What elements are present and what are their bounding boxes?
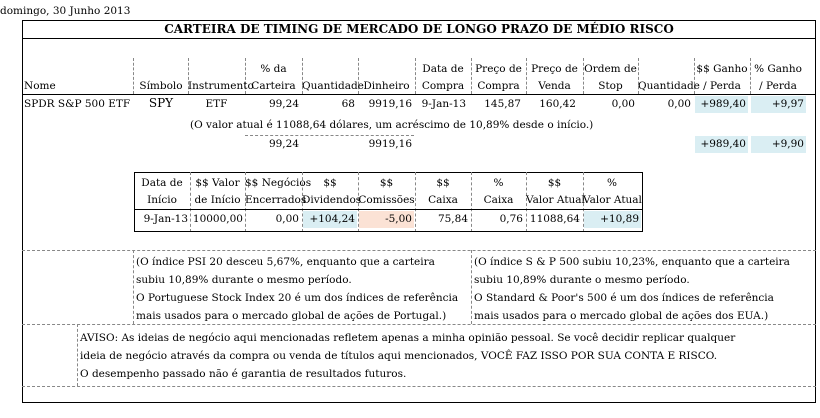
sp-note-line-3: O Standard & Poor's 500 é um dos índices de referência	[474, 292, 774, 304]
warning-line-1: AVISO: As ideias de negócio aqui mencionadas refletem apenas a minha opinião pessoal. Se você decidir replicar qualquer	[80, 332, 736, 344]
sum-data-inicio: 9-Jan-13	[143, 213, 188, 225]
sum-pct-valor-atual: +10,89	[584, 211, 641, 228]
row-simbolo: SPY	[148, 96, 174, 110]
sum-header-negocios-1: $$ Negócios	[245, 177, 312, 189]
header-preco-compra-1: Preço de	[475, 63, 522, 75]
row-ganho-perda: +989,40	[695, 96, 748, 113]
sum-caixa: 75,84	[437, 213, 468, 225]
header-ordem-stop-1: Ordem de	[584, 63, 637, 75]
sum-header-caixa-2: Caixa	[428, 194, 458, 206]
warning-line-2: ideia de negócio através da compra ou venda de títulos aqui mencionados, VOCÊ FAZ ISSO POR SUA CONTA E RISCO.	[80, 350, 718, 362]
sum-pct-caixa: 0,76	[499, 213, 523, 225]
portfolio-title: CARTEIRA DE TIMING DE MERCADO DE LONGO PRAZO DE MÉDIO RISCO	[164, 22, 674, 36]
sum-header-valor-inicio-1: $$ Valor	[195, 177, 240, 189]
sp-note-line-4: mais usados para o mercado global de ações dos EUA.)	[474, 310, 769, 322]
sum-header-dividendos-2: Dividendos	[302, 194, 362, 206]
psi-note-line-1: (O índice PSI 20 desceu 5,67%, enquanto que a carteira	[136, 256, 435, 268]
sum-header-negocios-2: Encerrados	[245, 194, 307, 206]
sum-header-data-inicio-1: Data de	[141, 177, 183, 189]
row-preco-venda: 160,42	[539, 98, 576, 110]
header-dinheiro: Dinheiro	[363, 80, 410, 92]
sp-note-line-1: (O índice S & P 500 subiu 10,23%, enquanto que a carteira	[474, 256, 790, 268]
psi-note-line-2: subiu 10,89% durante o mesmo período.	[136, 274, 352, 286]
sum-header-pct-caixa-2: Caixa	[483, 194, 514, 206]
sum-header-caixa-1: $$	[436, 177, 450, 189]
total-ganho-perda: +989,40	[695, 136, 748, 153]
sum-valor-inicio: 10000,00	[192, 213, 243, 225]
row-instrumento: ETF	[205, 98, 228, 110]
header-ganho-perda-1: $$ Ganho	[696, 63, 748, 75]
header-simbolo: Símbolo	[139, 80, 183, 92]
sum-comissoes: -5,00	[359, 211, 414, 228]
header-data-compra-2: Compra	[421, 80, 465, 92]
header-pct-ganho-2: / Perda	[759, 80, 797, 92]
total-dinheiro: 9919,16	[368, 138, 412, 150]
row-preco-compra: 145,87	[484, 98, 521, 110]
row-pct-ganho: +9,97	[751, 96, 806, 113]
total-pct-ganho: +9,90	[751, 136, 806, 153]
row-data-compra: 9-Jan-13	[421, 98, 466, 110]
row-pct-carteira: 99,24	[268, 98, 299, 110]
sum-header-pct-caixa-1: %	[493, 177, 504, 189]
header-preco-compra-2: Compra	[477, 80, 520, 92]
header-ganho-perda-2: / Perda	[703, 80, 741, 92]
header-preco-venda-2: Venda	[538, 80, 571, 92]
sum-negocios: 0,00	[275, 213, 299, 225]
sum-header-valor-atual-2: Valor Atual	[526, 194, 585, 206]
sum-header-pct-valor-atual-2: Valor Atual	[583, 194, 642, 206]
row-nome: SPDR S&P 500 ETF	[24, 98, 131, 110]
header-pct-carteira-1: % da	[260, 63, 287, 75]
psi-note-line-4: mais usados para o mercado global de ações de Portugal.)	[136, 310, 447, 322]
header-instrumento: Instrumento	[188, 80, 254, 92]
row-dinheiro: 9919,16	[368, 98, 412, 110]
sum-header-comissoes-2: Comissões	[358, 194, 415, 206]
row-quantidade: 68	[341, 98, 355, 110]
sum-header-dividendos-1: $$	[323, 177, 337, 189]
report-date: domingo, 30 Junho 2013	[0, 5, 131, 17]
sum-valor-atual: 11088,64	[529, 213, 580, 225]
header-nome: Nome	[24, 80, 56, 92]
row-ordem-stop: 0,00	[611, 98, 635, 110]
header-quantidade-2: Quantidade	[638, 80, 700, 92]
sum-dividendos: +104,24	[303, 211, 357, 228]
current-value-note: (O valor atual é 11088,64 dólares, um acréscimo de 10,89% desde o início.)	[190, 119, 594, 131]
total-pct-carteira: 99,24	[268, 138, 299, 150]
warning-line-3: O desempenho passado não é garantia de resultados futuros.	[80, 368, 407, 380]
header-quantidade: Quantidade	[302, 80, 364, 92]
title-divider	[22, 38, 816, 39]
psi-note-line-3: O Portuguese Stock Index 20 é um dos índices de referência	[136, 292, 459, 304]
header-preco-venda-1: Preço de	[531, 63, 578, 75]
sum-header-data-inicio-2: Início	[147, 194, 177, 206]
header-data-compra-1: Data de	[422, 63, 464, 75]
sum-header-valor-inicio-2: de Início	[194, 194, 241, 206]
sum-header-comissoes-1: $$	[379, 177, 394, 189]
sum-header-valor-atual-1: $$	[547, 177, 562, 189]
row-quantidade-2: 0,00	[667, 98, 691, 110]
sp-note-line-2: subiu 10,89% durante o mesmo período.	[474, 274, 690, 286]
header-pct-ganho-1: % Ganho	[754, 63, 802, 75]
sum-header-pct-valor-atual-1: %	[607, 177, 617, 189]
header-ordem-stop-2: Stop	[598, 80, 623, 92]
portfolio-frame	[22, 20, 816, 403]
header-divider	[22, 94, 816, 95]
header-pct-carteira-2: Carteira	[251, 80, 296, 92]
